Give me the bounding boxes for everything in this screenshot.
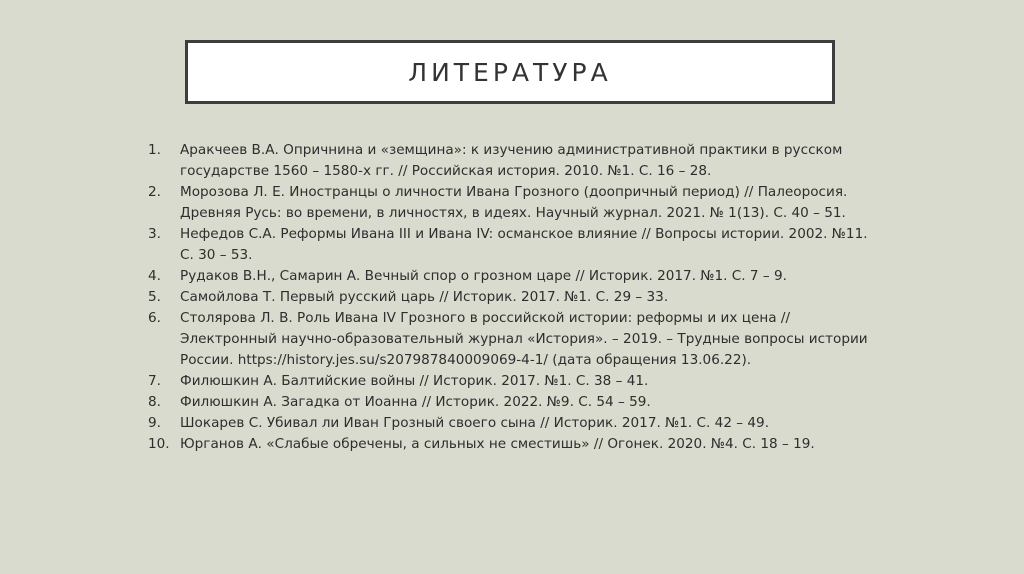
list-item-number: 6. (148, 310, 161, 326)
list-item (148, 413, 868, 434)
list-item-text: Филюшкин А. Загадка от Иоанна // Историк. 2022. №9. С. 54 – 59. (180, 394, 651, 410)
list-item (148, 371, 868, 392)
list-item-number: 9. (148, 415, 161, 431)
list-item (148, 182, 868, 224)
reference-list (148, 140, 868, 455)
list-item (148, 266, 868, 287)
list-item (148, 287, 868, 308)
list-item-text: Рудаков В.Н., Самарин А. Вечный спор о грозном царе // Историк. 2017. №1. С. 7 – 9. (180, 268, 787, 284)
list-item-number: 7. (148, 373, 161, 389)
list-item (148, 140, 868, 182)
list-item-number: 8. (148, 394, 161, 410)
list-item-number: 10. (148, 436, 170, 452)
list-item-number: 2. (148, 184, 161, 200)
list-item-text: Юрганов А. «Слабые обречены, а сильных не сместишь» // Огонек. 2020. №4. С. 18 – 19. (180, 436, 815, 452)
list-item-number: 5. (148, 289, 161, 305)
list-item-text: Морозова Л. Е. Иностранцы о личности Ивана Грозного (доопричный период) // Палеоросия. Древняя Русь: во времени, в личностях, в идеях. Научный журнал. 2021. № 1(13). С. 40 – 51. (180, 184, 848, 221)
list-item-number: 4. (148, 268, 161, 284)
list-item-text: Самойлова Т. Первый русский царь // Историк. 2017. №1. С. 29 – 33. (180, 289, 669, 305)
list-item (148, 308, 868, 371)
list-item-text: Филюшкин А. Балтийские войны // Историк. 2017. №1. С. 38 – 41. (180, 373, 649, 389)
list-item-text: Аракчеев В.А. Опричнина и «земщина»: к изучению административной практики в русском государстве 1560 – 1580-х гг. // Российская история. 2010. №1. С. 16 – 28. (180, 142, 843, 179)
list-item (148, 224, 868, 266)
slide-title: ЛИТЕРАТУРА (408, 57, 612, 87)
title-box (185, 40, 835, 104)
list-item-text: Столярова Л. В. Роль Ивана IV Грозного в российской истории: реформы и их цена // Электронный научно-образовательный журнал «История». – 2019. – Трудные вопросы истории России. https://history.jes.su/s207987840009069-4-1/ (дата обращения 13.06.22). (180, 310, 868, 368)
list-item-number: 3. (148, 226, 161, 242)
list-item-text: Шокарев С. Убивал ли Иван Грозный своего сына // Историк. 2017. №1. С. 42 – 49. (180, 415, 770, 431)
list-item-text: Нефедов С.А. Реформы Ивана III и Ивана IV: османское влияние // Вопросы истории. 2002. №11. С. 30 – 53. (180, 226, 868, 263)
list-item (148, 392, 868, 413)
list-item-number: 1. (148, 142, 161, 158)
list-item (148, 434, 868, 455)
